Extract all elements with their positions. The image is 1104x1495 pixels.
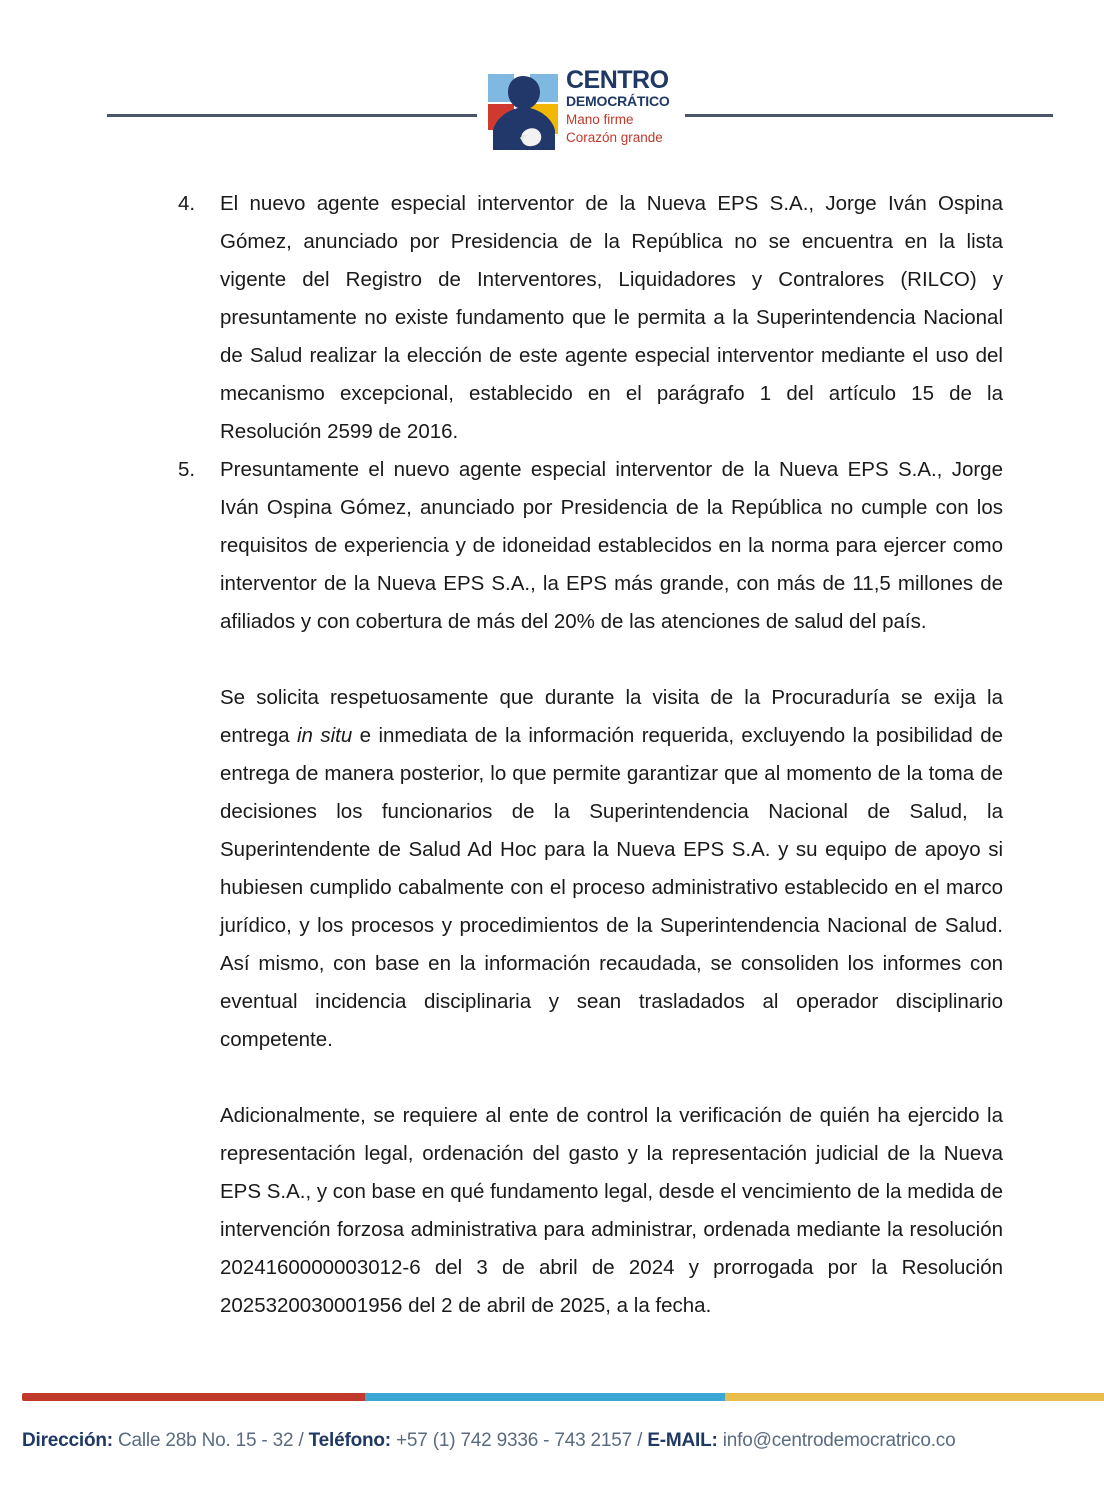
header-rule-left: [107, 114, 477, 117]
footer-phone-value: +57 (1) 742 9336 - 743 2157: [396, 1430, 633, 1451]
footer-email-value: info@centrodemocratrico.co: [722, 1430, 956, 1451]
footer-contact-line: [22, 1429, 1104, 1453]
list-item: [0, 451, 1104, 641]
logo-emblem-icon: [486, 68, 560, 156]
list-item-text: Presuntamente el nuevo agente especial interventor de la Nueva EPS S.A., Jorge Iván Ospina Gómez, anunciado por Presidencia de la República no cumple con los requisitos de experiencia y de idoneidad establecidos en la norma para ejercer como interventor de la Nueva EPS S.A., la EPS más grande, con más de 11,5 millones de afiliados y con cobertura de más del 20% de las atenciones de salud del país.: [220, 458, 1003, 633]
paragraph-solicitud-part1: Se solicita respetuosamente que durante la visita de la Procuraduría se exija la entrega: [220, 686, 1003, 747]
logo-name-centro: CENTRO: [566, 66, 669, 94]
list-item: [0, 185, 1104, 451]
document-body: [0, 185, 1104, 1325]
footer-bar-segment-blue: [365, 1393, 725, 1401]
page-header: [0, 0, 1104, 175]
logo-name-democratico: DEMOCRÁTICO: [566, 93, 670, 109]
footer-color-bar: [0, 1393, 1104, 1401]
paragraph-solicitud: [0, 679, 1104, 1059]
paragraph-solicitud-italic: in situ: [296, 724, 353, 747]
footer-separator-2: /: [637, 1430, 643, 1451]
paragraph-block-adicional: [0, 1097, 1104, 1325]
footer-phone-label: Teléfono:: [308, 1430, 391, 1451]
list-item-marker: 4.: [178, 192, 196, 215]
header-rule-right: [685, 114, 1053, 117]
centro-democratico-logo: [486, 64, 686, 164]
numbered-list: [0, 185, 1104, 641]
list-item-marker: 5.: [178, 458, 196, 481]
logo-slogan-line1: Mano firme: [566, 112, 634, 127]
logo-slogan-line2: Corazón grande: [566, 130, 663, 145]
list-item-text: El nuevo agente especial interventor de la Nueva EPS S.A., Jorge Iván Ospina Gómez, anunciado por Presidencia de la República no se encuentra en la lista vigente del Registro de Interventores, Liquidadores y Contralores (RILCO) y presuntamente no existe fundamento que le permita a la Superintendencia Nacional de Salud realizar la elección de este agente especial interventor mediante el uso del mecanismo excepcional, establecido en el parágrafo 1 del artículo 15 de la Resolución 2599 de 2016.: [220, 192, 1003, 443]
footer-bar-segment-yellow: [725, 1393, 1104, 1401]
footer-bar-segment-red: [22, 1393, 365, 1401]
footer-address-label: Dirección:: [22, 1430, 113, 1451]
paragraph-solicitud-part2: e inmediata de la información requerida, excluyendo la posibilidad de entrega de manera posterior, lo que permite garantizar que al momento de la toma de decisiones los funcionarios de la Superintendencia Nacional de Salud, la Superintendente de Salud Ad Hoc para la Nueva EPS S.A. y su equipo de apoyo si hubiesen cumplido cabalmente con el proceso administrativo establecido en el marco jurídico, y los procesos y procedimientos de la Superintendencia Nacional de Salud. Así mismo, con base en la información recaudada, se consoliden los informes con eventual incidencia disciplinaria y sean trasladados al operador disciplinario competente.: [220, 724, 1004, 1051]
footer-address-value: Calle 28b No. 15 - 32: [118, 1430, 294, 1451]
paragraph-block-solicitud: [0, 679, 1104, 1059]
logo-wordmark: [566, 64, 692, 145]
page-footer: [0, 1375, 1104, 1495]
footer-separator-1: /: [298, 1430, 304, 1451]
paragraph-adicional: Adicionalmente, se requiere al ente de control la verificación de quién ha ejercido la representación legal, ordenación del gasto y la representación judicial de la Nueva EPS S.A., y con base en qué fundamento legal, desde el vencimiento de la medida de intervención forzosa administrativa para administrar, ordenada mediante la resolución 2024160000003012-6 del 3 de abril de 2024 y prorrogada por la Resolución 2025320030001956 del 2 de abril de 2025, a la fecha.: [220, 1104, 1003, 1317]
footer-email-label: E-MAIL:: [647, 1430, 718, 1451]
